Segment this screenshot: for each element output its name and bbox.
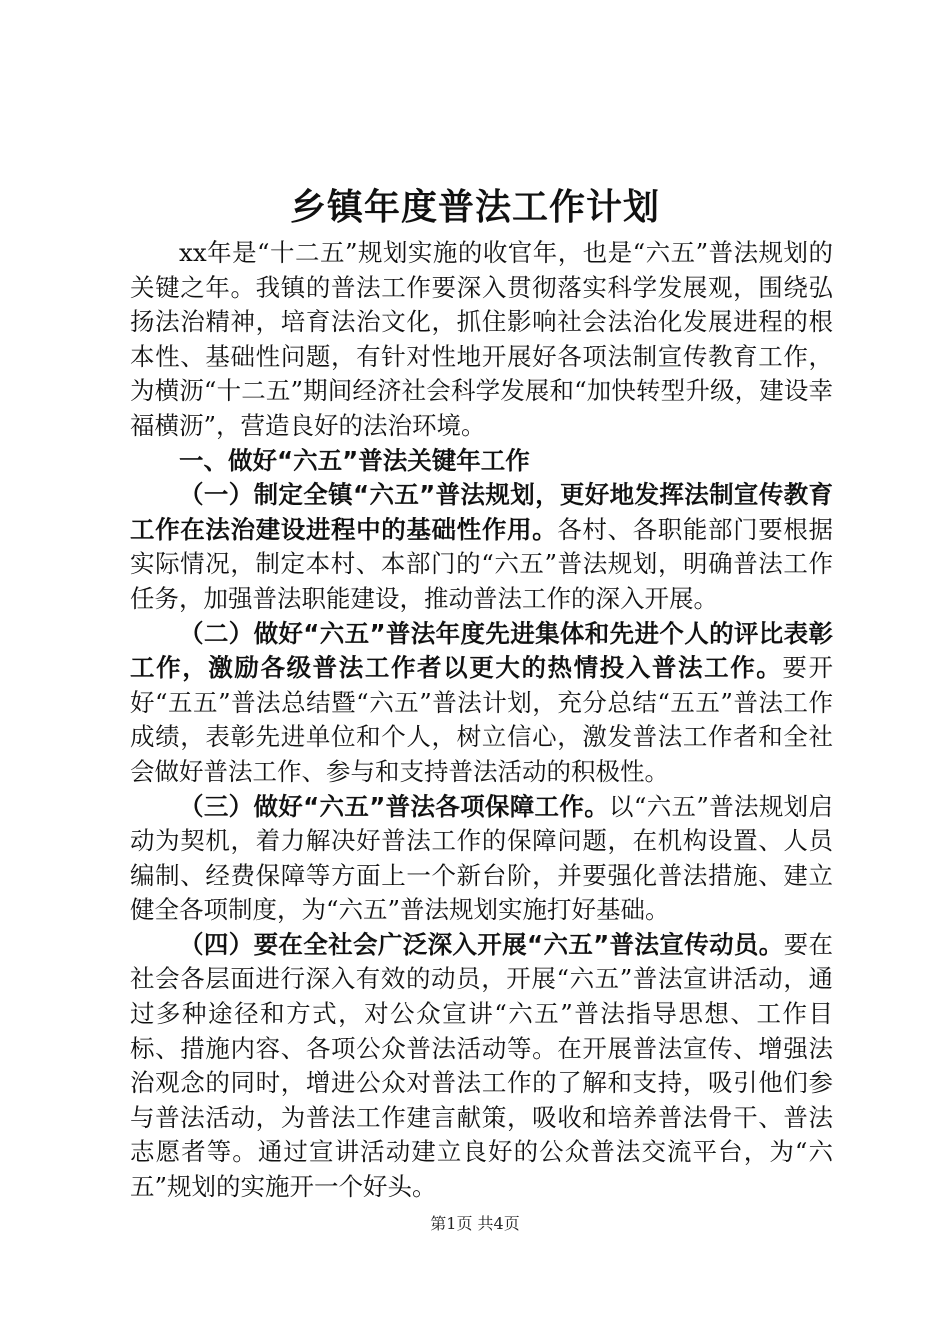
item-text-3: 以“六五”普法规划启动为契机，着力解决好普法工作的保障问题，在机构设置、人员编制、经费保障等方面上一个新台阶，并要强化普法措施、建立健全各项制度，为“六五”普法规划实施打好基础。 [130,791,833,925]
item-paragraph-1 [130,478,833,616]
page-footer: 第1页 共4页 [430,1214,520,1233]
document-title: 乡镇年度普法工作计划 [289,187,660,228]
item-lead-4: （四）要在全社会广泛深入开展“六五”普法宣传动员。 [179,929,784,959]
item-lead-3: （三）做好“六五”普法各项保障工作。 [179,791,610,821]
item-text-4: 要在社会各层面进行深入有效的动员，开展“六五”普法宣讲活动，通过多种途径和方式，对公众宣讲“六五”普法指导思想、工作目标、措施内容、各项公众普法活动等。在开展普法宣传、增强法治观念的同时，增进公众对普法工作的了解和支持，吸引他们参与普法活动，为普法工作建言献策，吸收和培养普法骨干、普法志愿者等。通过宣讲活动建立良好的公众普法交流平台，为“六五”规划的实施开一个好头。 [130,929,833,1202]
item-lead-1: （一）制定全镇“六五”普法规划，更好地发挥法制宣传教育工作在法治建设进程中的基础性作用。 [130,480,833,544]
intro-paragraph: xx年是“十二五”规划实施的收官年，也是“六五”普法规划的关键之年。我镇的普法工作要深入贯彻落实科学发展观，围绕弘扬法治精神，培育法治文化，抓住影响社会法治化发展进程的根本性、基础性问题，有针对性地开展好各项法制宣传教育工作，为横沥“十二五”期间经济社会科学发展和“加快转型升级，建设幸福横沥”，营造良好的法治环境。 [130,238,833,440]
section-heading: 一、做好“六五”普法关键年工作 [179,445,530,475]
item-paragraph-3 [130,790,833,928]
document-body [130,236,833,1205]
item-paragraph-2 [130,617,833,790]
item-paragraph-4 [130,928,833,1205]
item-lead-2: （二）做好“六五”普法年度先进集体和先进个人的评比表彰工作，激励各级普法工作者以更大的热情投入普法工作。 [130,618,833,683]
item-text-1: 各村、各职能部门要根据实际情况，制定本村、本部门的“六五”普法规划，明确普法工作任务，加强普法职能建设，推动普法工作的深入开展。 [130,514,833,613]
item-text-2: 要开好“五五”普法总结暨“六五”普法计划，充分总结“五五”普法工作成绩，表彰先进单位和个人，树立信心，激发普法工作者和全社会做好普法工作、参与和支持普法活动的积极性。 [130,653,834,786]
